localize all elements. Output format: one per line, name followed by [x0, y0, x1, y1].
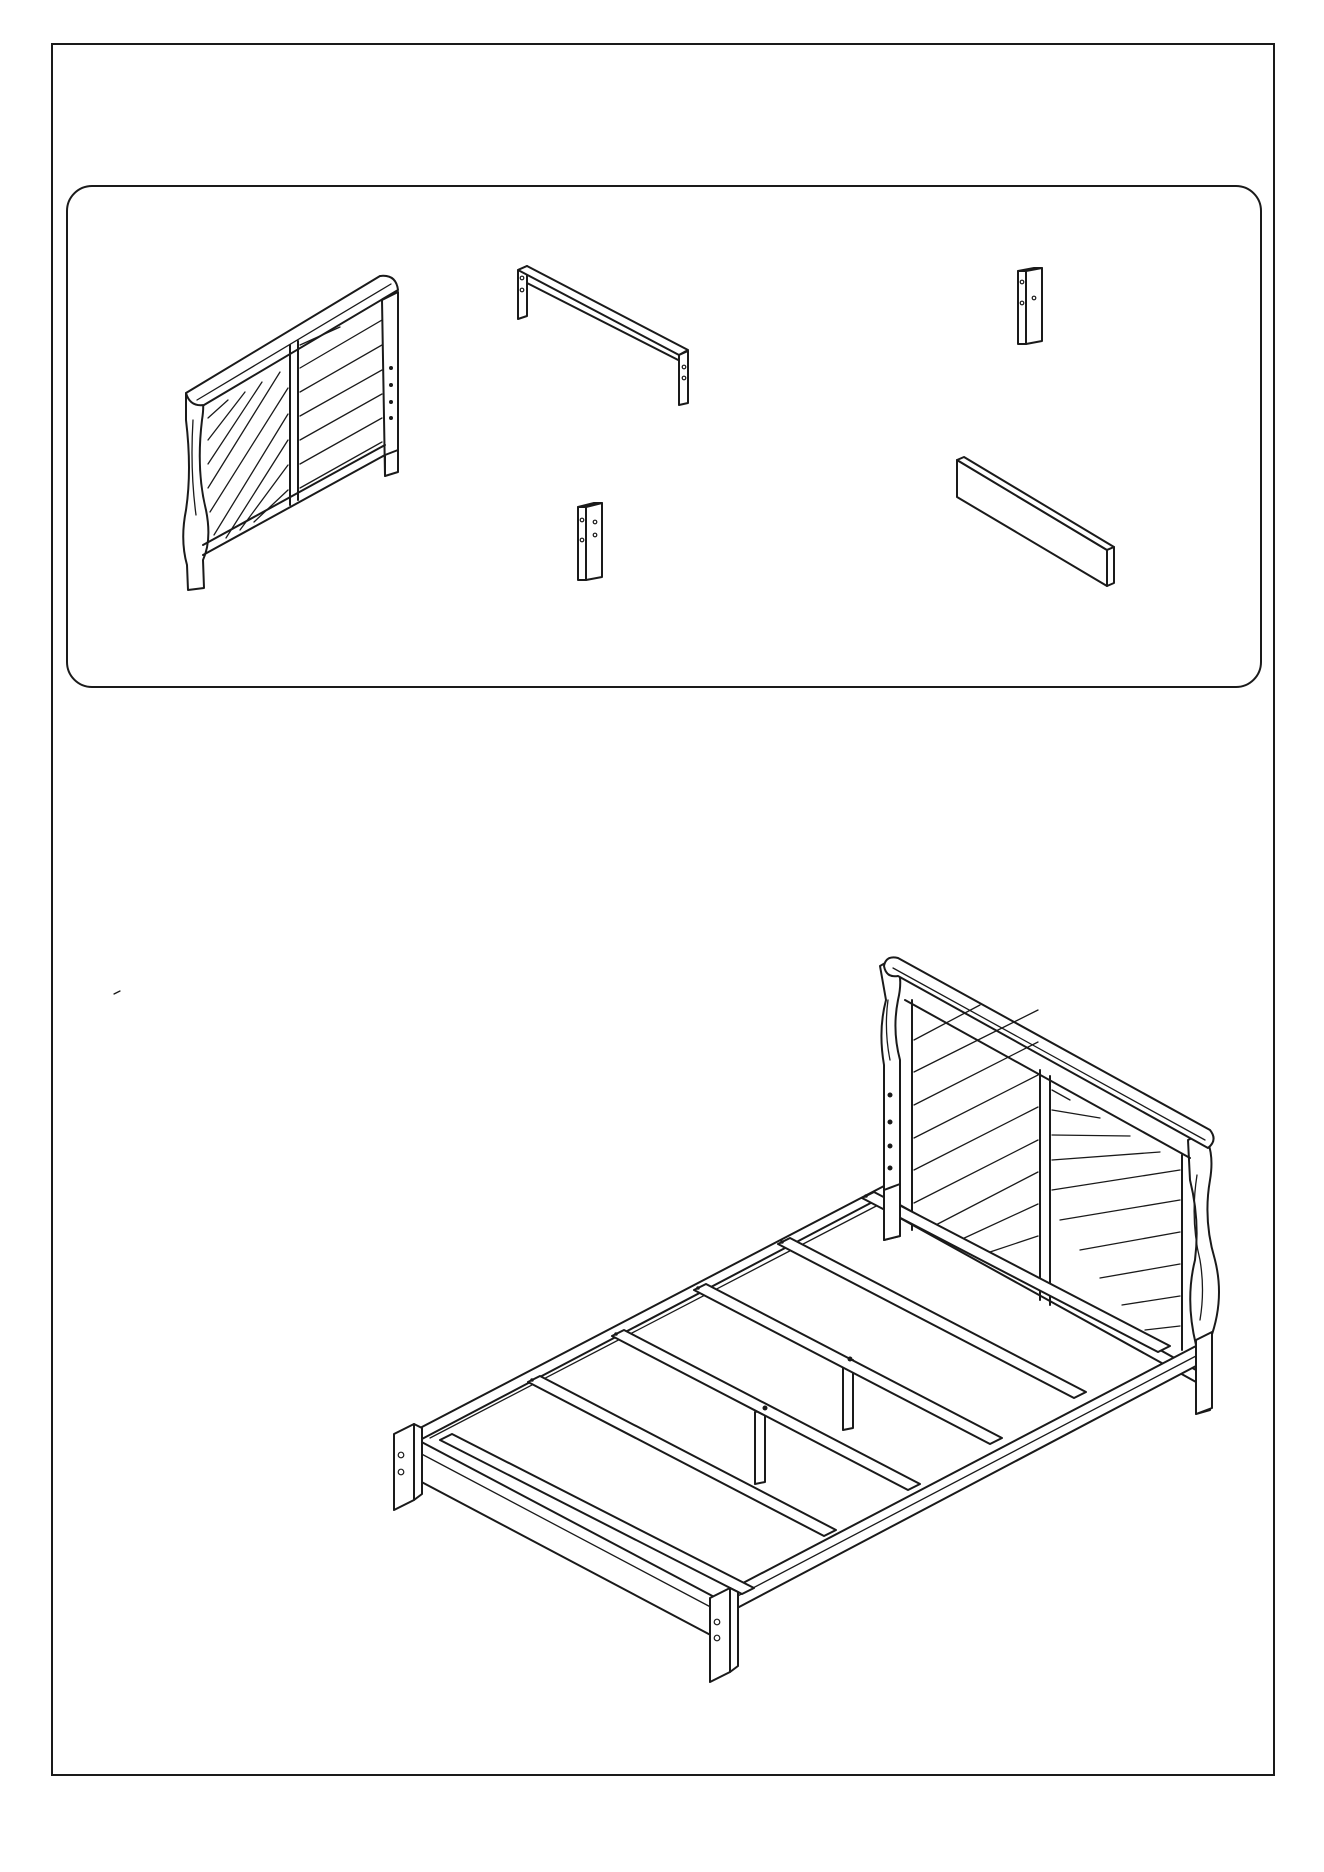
footboard-rail-icon [518, 266, 688, 405]
side-rail-icon [957, 457, 1114, 586]
leg-post-bottom-icon [578, 503, 602, 580]
assembled-bed-icon [394, 957, 1219, 1682]
stray-mark [114, 991, 120, 994]
headboard-icon [183, 276, 398, 590]
leg-post-top-icon [1018, 268, 1042, 344]
